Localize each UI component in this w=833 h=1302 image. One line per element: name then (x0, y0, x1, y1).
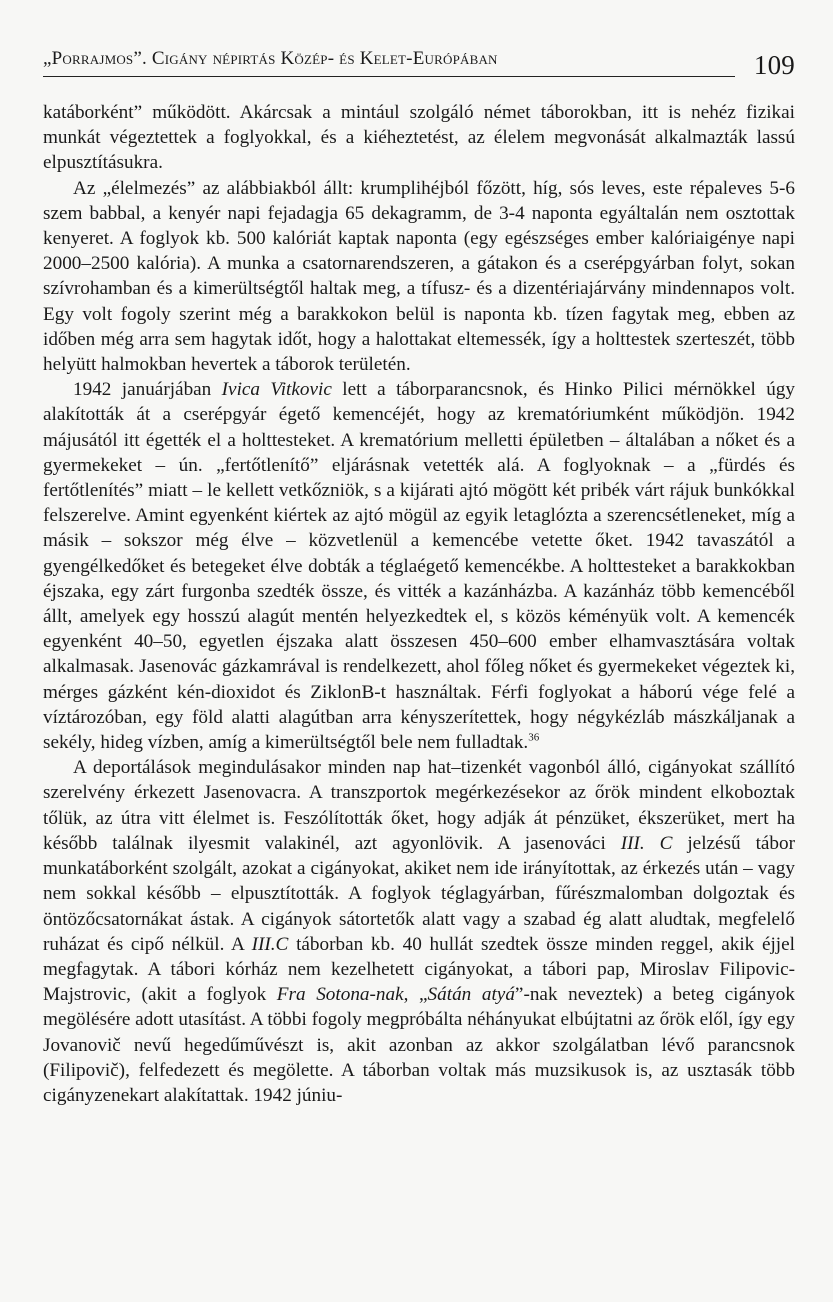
text-span: lett a táborparancsnok, és Hinko Pilici mérnökkel úgy alakították át a cserépgyár égető kemencéjét, hogy az krematóriumként működjön. 1942 májusától itt égették el a holttesteket. A krematórium melletti épületben – általában a nőket és a gyermekeket – ún. „fertőtlenítő” eljárásnak vetették alá. A foglyoknak – a „fürdés és fertőtlenítés” miatt – le kellett vetkőzniök, s a kijárati ajtó mögött két pribék várt rájuk bunkókkal felszerelve. Amint egyenként kiértek az ajtó mögül az egyik letaglózta a szerencsétleneket, míg a másik – sokszor még élve – közvetlenül a kemencébe vetette őket. 1942 tavaszától a gyengélkedőket és betegeket élve dobták a téglaégető kemencékbe. A holttesteket a barakkokban éjszaka, egy zárt furgonba szedték össze, és vitték a kazánházba. A kazánház több kemencéből állt, amelyek egy hosszú alagút mentén helyezkedtek el, s közös kéményük volt. A kemencék egyenként 40–50, egyetlen éjszaka alatt összesen 450–600 ember elhamvasztására voltak alkalmasak. Jasenovác gázkamrával is rendelkezett, ahol főleg nőket és gyermekeket végeztek ki, mérges gázként kén-dioxidot és ZiklonB-t használtak. Férfi foglyokat a háború vége felé a víztározóban, egy föld alatti alagútban arra kényszerítettek, hogy négykézláb mászkáljanak a sekély, hideg vízben, amíg a kimerültségtől bele nem fulladtak. (43, 379, 795, 754)
paragraph-deportations (43, 755, 795, 1108)
running-title: „Porrajmos”. Cigány népirtás Közép- és Kelet-Európában (43, 48, 498, 69)
text-span: táborban kb. 40 hullát szedtek össze minden reggel, akik éjjel megfagytak. A tábori kórház nem kezelhetett cigányokat, a tábori pap, Miroslav Filipovic-Majstrovic, (akit a foglyok (43, 933, 795, 1006)
text-span: , „ (403, 984, 428, 1006)
camp-label: III. C (620, 832, 673, 854)
page-body (43, 100, 795, 1108)
text-span: 1942 januárjában (73, 379, 222, 401)
person-name: Ivica Vitkovic (221, 379, 332, 401)
paragraph-crematorium (43, 377, 795, 755)
nickname: Fra Sotona-nak (276, 984, 404, 1006)
text-span: A deportálások megindulásakor minden nap hat–tizenkét vagonból álló, cigányokat szállító szerelvény érkezett Jasenovacra. A transzportok megérkezésekor az őrök mindent elkoboztak tőlük, az útra vitt élelmet is. Feszólították őket, hogy adják át pénzüket, ékszerüket, mert ha később találnak ilyesmit valakinél, azt agyonlövik. A jasenováci (43, 757, 795, 854)
camp-label: III.C (251, 933, 289, 955)
footnote-ref[interactable]: 36 (528, 731, 540, 744)
paragraph-continuation: katáborként” működött. Akárcsak a mintául szolgáló német táborokban, itt is nehéz fizikai munkát végeztettek a foglyokkal, és a kiéheztetést, az élelem megvonását alkalmazták lassú elpusztításukra. (43, 102, 795, 174)
running-header (43, 40, 795, 86)
nickname: Sátán atyá (427, 984, 515, 1006)
text-span: ”-nak neveztek) a beteg cigányok megölésére adott utasítást. A többi fogoly megpróbálta néhányukat elbújtatni az őrök elől, így egy Jovanovič nevű hegedűművészt is, akit azonban az akkor szolgálatban lévő parancsnok (Filipovič), felfedezett és megölette. A táborban voltak más muzsikusok is, az usztasák több cigányzenekart alakítattak. 1942 júniu- (43, 984, 795, 1106)
header-rule (43, 76, 735, 77)
paragraph-food: Az „élelmezés” az alábbiakból állt: krumplihéjból főzött, híg, sós leves, este répaleves 5-6 szem babbal, a kenyér napi fejadagja 65 dekagramm, de 3-4 naponta egyáltalán nem osztottak kenyeret. A foglyok kb. 500 kalóriát kaptak naponta (egy egészséges ember kalóriaigénye napi 2000–2500 kalória). A munka a csatornarendszeren, a gátakon és a cserépgyárban folyt, sokan szívrohamban és a kimerültségtől haltak meg, a tífusz- és a dizentériajárvány mindennapos volt. Egy volt fogoly szerint még a barakkokon belül is naponta kb. tízen fagytak meg, ebben az időben még arra sem hagytak időt, hogy a halottakat eltemessék, így a holttestek szerteszét, több helyütt halmokban hevertek a táborok területén. (43, 177, 795, 376)
text-span: jelzésű tábor munkatáborként szolgált, azokat a cigányokat, akiket nem ide irányítottak, az érkezés után – vagy nem sokkal később – elpusztították. A foglyok téglagyárban, fűrészmalomban dolgoztak és öntözőcsatornákat ástak. A cigányok sátortetők alatt vagy a szabad ég alatt aludtak, megfelelő ruházat és cipő nélkül. A (43, 832, 795, 955)
page-number: 109 (753, 50, 795, 80)
book-page (43, 40, 795, 1108)
